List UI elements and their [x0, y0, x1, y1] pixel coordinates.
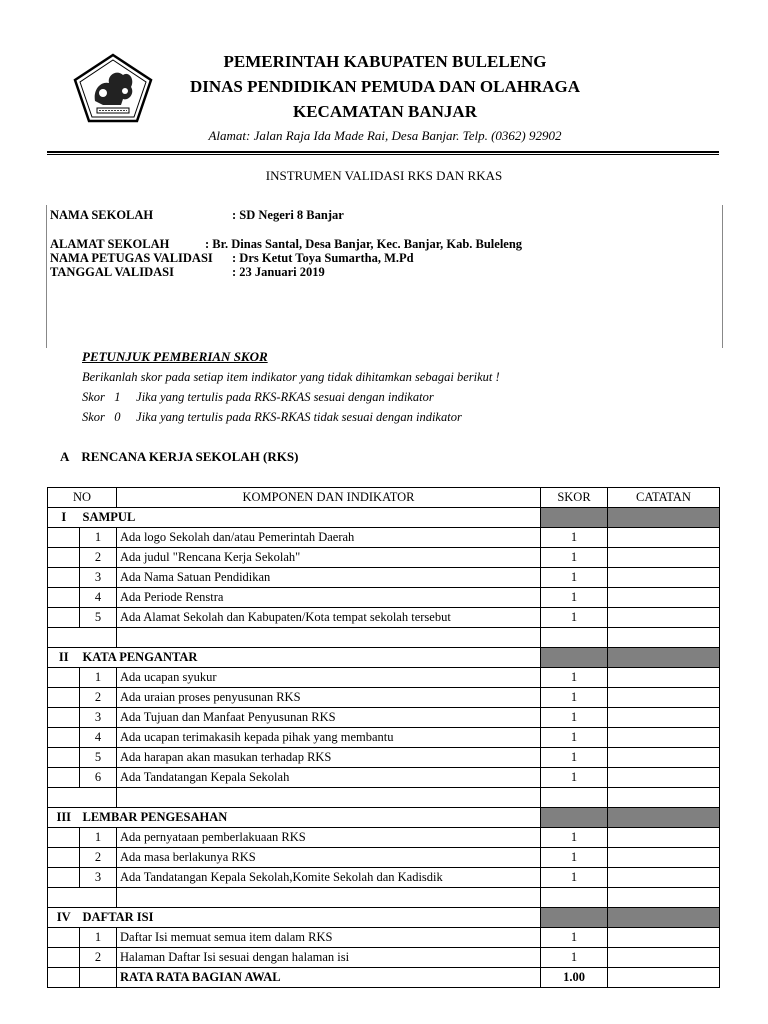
item-skor[interactable]: 1 — [541, 688, 608, 708]
shaded-catatan-cell — [608, 508, 720, 528]
blank-cell — [80, 968, 117, 988]
item-catatan[interactable] — [608, 568, 720, 588]
item-number: 2 — [80, 948, 117, 968]
info-label: NAMA PETUGAS VALIDASI — [50, 251, 213, 265]
info-value: : 23 Januari 2019 — [232, 265, 325, 279]
section-title: RENCANA KERJA SEKOLAH (RKS) — [81, 449, 299, 464]
blank-roman-cell — [48, 688, 80, 708]
blank-roman-cell — [48, 828, 80, 848]
section-title: SAMPUL — [80, 508, 541, 528]
table-row — [48, 708, 720, 728]
table-row — [48, 548, 720, 568]
table-section-row — [48, 808, 720, 828]
table-section-row — [48, 648, 720, 668]
item-indicator: Ada Periode Renstra — [117, 588, 541, 608]
section-title: KATA PENGANTAR — [80, 648, 541, 668]
shaded-skor-cell — [541, 808, 608, 828]
item-catatan[interactable] — [608, 588, 720, 608]
table-spacer-row — [48, 888, 720, 908]
item-skor[interactable]: 1 — [541, 608, 608, 628]
item-indicator: Ada harapan akan masukan terhadap RKS — [117, 748, 541, 768]
section-title: DAFTAR ISI — [80, 908, 541, 928]
item-indicator: Ada Tujuan dan Manfaat Penyusunan RKS — [117, 708, 541, 728]
table-header-row — [48, 488, 720, 508]
info-petugas — [50, 251, 414, 266]
table-section-row — [48, 508, 720, 528]
item-catatan[interactable] — [608, 528, 720, 548]
item-catatan[interactable] — [608, 608, 720, 628]
table-row — [48, 868, 720, 888]
item-indicator: Ada ucapan terimakasih kepada pihak yang membantu — [117, 728, 541, 748]
spacer-cell — [608, 788, 720, 808]
item-indicator: Ada Tandatangan Kepala Sekolah — [117, 768, 541, 788]
header-address: Alamat: Jalan Raja Ida Made Rai, Desa Banjar. Telp. (0362) 92902 — [208, 128, 562, 143]
header-komponen: KOMPONEN DAN INDIKATOR — [117, 488, 541, 508]
blank-roman-cell — [48, 948, 80, 968]
header-divider-thick — [47, 151, 719, 153]
blank-roman-cell — [48, 728, 80, 748]
item-skor[interactable]: 1 — [541, 728, 608, 748]
spacer-cell — [608, 888, 720, 908]
item-skor[interactable]: 1 — [541, 928, 608, 948]
table-row — [48, 568, 720, 588]
spacer-cell — [48, 628, 117, 648]
item-indicator: Ada judul "Rencana Kerja Sekolah" — [117, 548, 541, 568]
item-number: 3 — [80, 568, 117, 588]
shaded-skor-cell — [541, 648, 608, 668]
blank-roman-cell — [48, 668, 80, 688]
item-catatan[interactable] — [608, 688, 720, 708]
item-catatan[interactable] — [608, 668, 720, 688]
item-catatan[interactable] — [608, 748, 720, 768]
info-label: ALAMAT SEKOLAH — [50, 237, 170, 251]
blank-roman-cell — [48, 868, 80, 888]
item-number: 6 — [80, 768, 117, 788]
table-spacer-row — [48, 628, 720, 648]
item-number: 4 — [80, 728, 117, 748]
section-roman: IV — [48, 908, 80, 928]
header-divider-thin — [47, 154, 719, 155]
section-a-heading — [60, 449, 310, 465]
item-number: 1 — [80, 668, 117, 688]
item-skor[interactable]: 1 — [541, 548, 608, 568]
blank-roman-cell — [48, 588, 80, 608]
item-indicator: Halaman Daftar Isi sesuai dengan halaman isi — [117, 948, 541, 968]
item-number: 2 — [80, 848, 117, 868]
item-indicator: Ada masa berlakunya RKS — [117, 848, 541, 868]
info-value: : SD Negeri 8 Banjar — [232, 208, 344, 222]
header-line-1: PEMERINTAH KABUPATEN BULELENG — [223, 52, 547, 71]
item-number: 5 — [80, 748, 117, 768]
item-number: 4 — [80, 588, 117, 608]
item-catatan[interactable] — [608, 768, 720, 788]
item-number: 2 — [80, 688, 117, 708]
item-catatan[interactable] — [608, 928, 720, 948]
info-label: TANGGAL VALIDASI — [50, 265, 174, 279]
blank-roman-cell — [48, 528, 80, 548]
info-nama-sekolah — [50, 208, 344, 223]
average-label: RATA RATA BAGIAN AWAL — [117, 968, 541, 988]
info-label: NAMA SEKOLAH — [50, 208, 154, 222]
header-no: NO — [48, 488, 117, 508]
blank-roman-cell — [48, 768, 80, 788]
shaded-catatan-cell — [608, 908, 720, 928]
blank-roman-cell — [48, 848, 80, 868]
item-skor[interactable]: 1 — [541, 748, 608, 768]
section-roman: III — [48, 808, 80, 828]
document-title: INSTRUMEN VALIDASI RKS DAN RKAS — [265, 168, 503, 183]
item-skor[interactable]: 1 — [541, 848, 608, 868]
blank-roman-cell — [48, 708, 80, 728]
table-row — [48, 948, 720, 968]
item-indicator: Ada ucapan syukur — [117, 668, 541, 688]
item-indicator: Ada Nama Satuan Pendidikan — [117, 568, 541, 588]
section-roman: I — [48, 508, 80, 528]
item-skor[interactable]: 1 — [541, 528, 608, 548]
item-number: 1 — [80, 828, 117, 848]
table-section-row — [48, 908, 720, 928]
blank-cell — [48, 968, 80, 988]
table-row — [48, 728, 720, 748]
shaded-catatan-cell — [608, 808, 720, 828]
regency-emblem-logo — [73, 53, 153, 123]
item-skor[interactable]: 1 — [541, 568, 608, 588]
section-roman: II — [48, 648, 80, 668]
table-average-row — [48, 968, 720, 988]
spacer-cell — [48, 888, 117, 908]
item-number: 3 — [80, 868, 117, 888]
header-line-2: DINAS PENDIDIKAN PEMUDA DAN OLAHRAGA — [189, 77, 581, 96]
spacer-cell — [608, 628, 720, 648]
spacer-cell — [117, 888, 541, 908]
shaded-catatan-cell — [608, 648, 720, 668]
info-value: : Br. Dinas Santal, Desa Banjar, Kec. Banjar, Kab. Buleleng — [205, 237, 523, 251]
info-tanggal — [50, 265, 325, 280]
item-number: 2 — [80, 548, 117, 568]
item-skor[interactable]: 1 — [541, 868, 608, 888]
spacer-cell — [48, 788, 117, 808]
item-indicator: Ada uraian proses penyusunan RKS — [117, 688, 541, 708]
table-row — [48, 748, 720, 768]
item-number: 1 — [80, 928, 117, 948]
header-skor: SKOR — [541, 488, 608, 508]
petunjuk-line-3: Skor 0 Jika yang tertulis pada RKS-RKAS tidak sesuai dengan indikator — [82, 410, 462, 424]
blank-roman-cell — [48, 928, 80, 948]
item-skor[interactable]: 1 — [541, 588, 608, 608]
item-skor[interactable]: 1 — [541, 948, 608, 968]
blank-roman-cell — [48, 748, 80, 768]
blank-roman-cell — [48, 568, 80, 588]
item-number: 3 — [80, 708, 117, 728]
item-number: 1 — [80, 528, 117, 548]
item-indicator: Ada pernyataan pemberlakuaan RKS — [117, 828, 541, 848]
item-catatan[interactable] — [608, 848, 720, 868]
item-catatan[interactable] — [608, 868, 720, 888]
item-skor[interactable]: 1 — [541, 768, 608, 788]
spacer-cell — [541, 788, 608, 808]
spacer-cell — [117, 628, 541, 648]
petunjuk-line-1: Berikanlah skor pada setiap item indikator yang tidak dihitamkan sebagai berikut ! — [82, 370, 500, 384]
item-catatan[interactable] — [608, 708, 720, 728]
table-row — [48, 588, 720, 608]
item-skor[interactable]: 1 — [541, 828, 608, 848]
item-catatan[interactable] — [608, 548, 720, 568]
petunjuk-line-2: Skor 1 Jika yang tertulis pada RKS-RKAS sesuai dengan indikator — [82, 390, 434, 404]
table-row — [48, 828, 720, 848]
petunjuk-title: PETUNJUK PEMBERIAN SKOR — [82, 349, 268, 364]
spacer-cell — [541, 888, 608, 908]
item-indicator: Ada Alamat Sekolah dan Kabupaten/Kota tempat sekolah tersebut — [117, 608, 541, 628]
section-title: LEMBAR PENGESAHAN — [80, 808, 541, 828]
item-indicator: Ada Tandatangan Kepala Sekolah,Komite Sekolah dan Kadisdik — [117, 868, 541, 888]
info-value: : Drs Ketut Toya Sumartha, M.Pd — [232, 251, 414, 265]
table-spacer-row — [48, 788, 720, 808]
table-row — [48, 688, 720, 708]
item-catatan[interactable] — [608, 828, 720, 848]
table-row — [48, 528, 720, 548]
header-catatan: CATATAN — [608, 488, 720, 508]
spacer-cell — [541, 628, 608, 648]
item-indicator: Daftar Isi memuat semua item dalam RKS — [117, 928, 541, 948]
validation-table — [47, 487, 720, 988]
item-skor[interactable]: 1 — [541, 668, 608, 688]
section-letter: A — [60, 449, 70, 464]
table-row — [48, 768, 720, 788]
header-line-3: KECAMATAN BANJAR — [292, 102, 477, 121]
item-indicator: Ada logo Sekolah dan/atau Pemerintah Daerah — [117, 528, 541, 548]
table-row — [48, 928, 720, 948]
table-row — [48, 848, 720, 868]
item-catatan[interactable] — [608, 948, 720, 968]
average-catatan — [608, 968, 720, 988]
table-row — [48, 608, 720, 628]
average-value: 1.00 — [541, 968, 608, 988]
table-row — [48, 668, 720, 688]
spacer-cell — [117, 788, 541, 808]
shaded-skor-cell — [541, 908, 608, 928]
shaded-skor-cell — [541, 508, 608, 528]
table-body — [48, 508, 720, 988]
item-skor[interactable]: 1 — [541, 708, 608, 728]
info-alamat — [50, 237, 522, 252]
blank-roman-cell — [48, 548, 80, 568]
blank-roman-cell — [48, 608, 80, 628]
item-number: 5 — [80, 608, 117, 628]
item-catatan[interactable] — [608, 728, 720, 748]
